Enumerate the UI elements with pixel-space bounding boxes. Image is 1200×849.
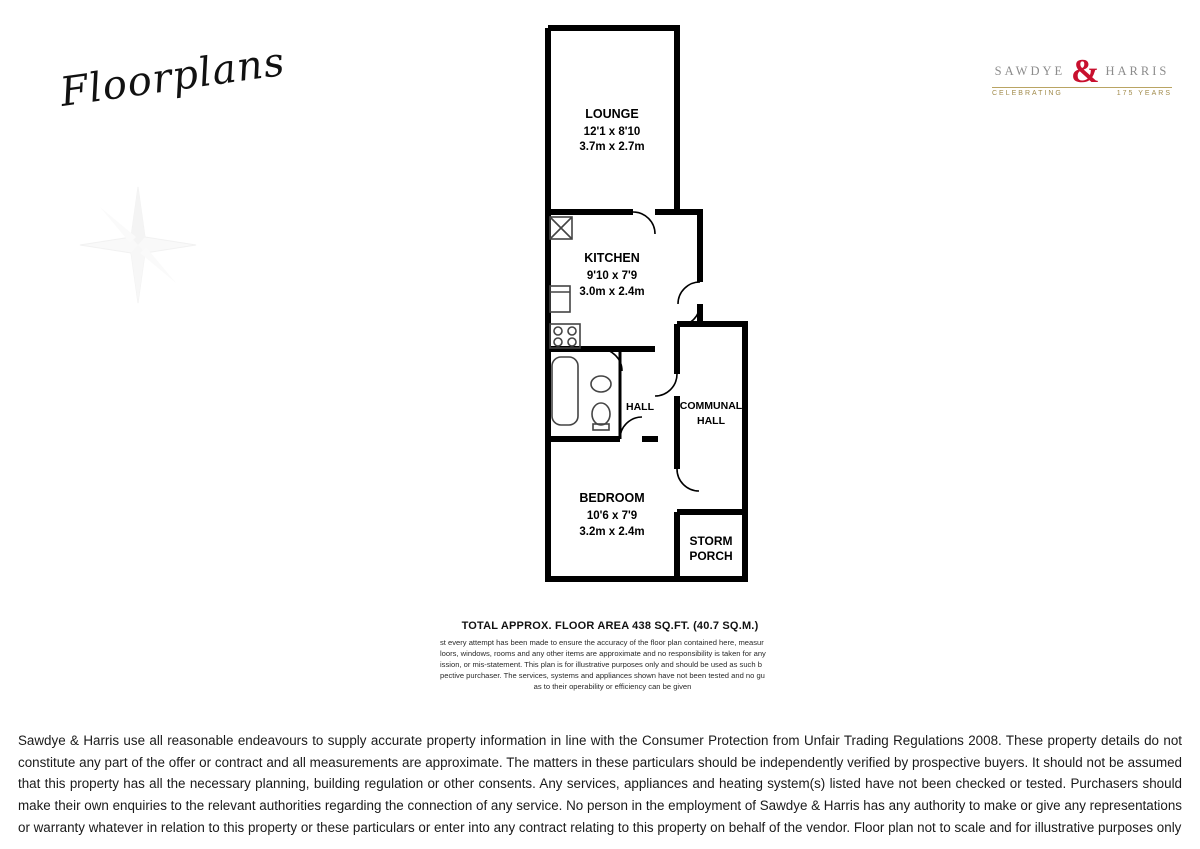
- brand-logo: [992, 53, 1172, 104]
- svg-text:HALL: HALL: [697, 415, 725, 427]
- logo-sub-left: CELEBRATING: [992, 90, 1063, 98]
- svg-text:3.0m x 2.4m: 3.0m x 2.4m: [579, 286, 645, 298]
- logo-name-left: SAWDYE: [994, 64, 1066, 79]
- logo-sub-right: 175 YEARS: [1116, 90, 1172, 98]
- room-label-kitchen: KITCHEN: [584, 251, 640, 265]
- logo-name-right: HARRIS: [1105, 64, 1170, 79]
- page-title: Floorplans: [57, 38, 288, 116]
- room-label-lounge: LOUNGE: [585, 107, 639, 121]
- room-label-bedroom: BEDROOM: [579, 491, 645, 505]
- svg-text:12'1 x 8'10: 12'1 x 8'10: [583, 126, 641, 138]
- svg-text:9'10 x 7'9: 9'10 x 7'9: [586, 270, 638, 282]
- room-label-storm-porch: STORM: [689, 534, 733, 548]
- floorplan-total-area: TOTAL APPROX. FLOOR AREA 438 SQ.FT. (40.7 SQ.M.): [461, 620, 759, 632]
- logo-ampersand-icon: &: [1071, 53, 1100, 90]
- svg-text:3.2m x 2.4m: 3.2m x 2.4m: [579, 526, 645, 538]
- svg-text:PORCH: PORCH: [689, 549, 733, 563]
- floorplan-drawing: [440, 14, 770, 614]
- svg-text:3.7m x 2.7m: 3.7m x 2.7m: [579, 141, 645, 153]
- room-label-communal-hall: COMMUNAL: [679, 400, 743, 412]
- disclaimer-line: pective purchaser. The services, systems and appliances shown have not been tested and no gu: [440, 671, 765, 680]
- compass-rose-icon: [78, 185, 198, 305]
- room-label-hall: HALL: [626, 401, 654, 413]
- disclaimer-line: ission, or mis-statement. This plan is for illustrative purposes only and should be used as such b: [440, 660, 762, 669]
- legal-disclaimer-text: Sawdye & Harris use all reasonable endeavours to supply accurate property information in line with the Consumer Protection from Unfair Trading Regulations 2008. These property details do not constitute any part of the offer or contract and all measurements are approximate. The matters in these particulars should be independently verified by prospective buyers. It should not be assumed that this property has all the necessary planning, building regulation or other consents. Any services, appliances and heating system(s) listed have not been checked or tested. Purchasers should make their own enquiries to the relevant authorities regarding the connection of any service. No person in the employment of Sawdye & Harris has any authority to make or give any representations or warranty whatever in relation to this property or these particulars or enter into any contract relating to this property on behalf of the vendor. Floor plan not to scale and for illustrative purposes only: [18, 733, 1182, 835]
- svg-text:10'6 x 7'9: 10'6 x 7'9: [586, 510, 638, 522]
- disclaimer-line: st every attempt has been made to ensure the accuracy of the floor plan contained here, measur: [440, 638, 764, 647]
- disclaimer-line: loors, windows, rooms and any other items are approximate and no responsibility is taken for any: [440, 649, 766, 658]
- floorplan-disclaimer: [440, 637, 785, 692]
- disclaimer-line: as to their operability or efficiency can be given: [533, 682, 692, 691]
